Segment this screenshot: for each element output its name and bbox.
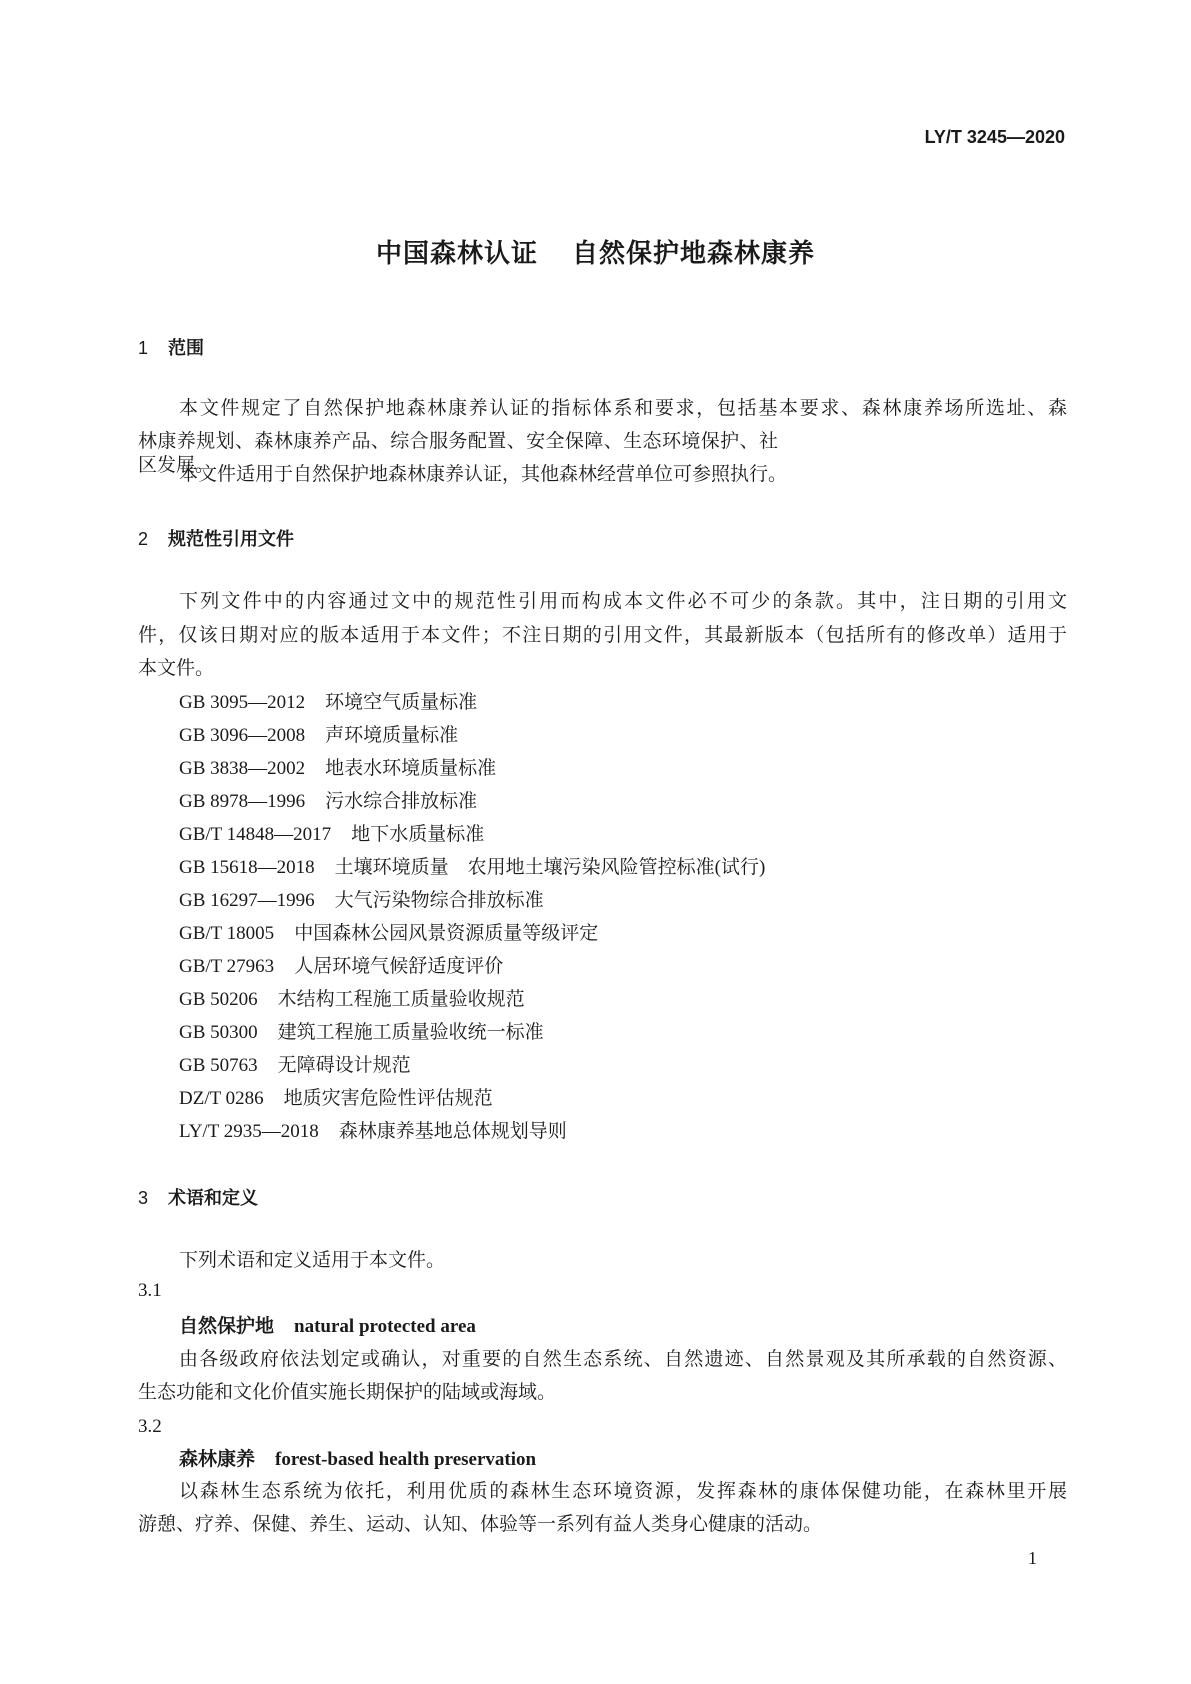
reference-code: GB 3838—2002 <box>179 758 306 779</box>
reference-code: GB 50300 <box>179 1022 258 1043</box>
reference-title: 无障碍设计规范 <box>277 1055 411 1076</box>
standard-number: LY/T 3245—2020 <box>924 127 1065 147</box>
reference-code: GB/T 14848—2017 <box>179 824 332 845</box>
reference-item <box>179 1120 1067 1144</box>
reference-title: 地质灾害危险性评估规范 <box>283 1088 493 1109</box>
s1-line: 林康养规划、森林康养产品、综合服务配置、安全保障、生态环境保护、社区发展。 <box>138 431 778 476</box>
section-1-heading: 1 范围 <box>138 338 204 358</box>
s3-intro: 下列术语和定义适用于本文件。 <box>179 1250 446 1271</box>
term-definition-line: 由各级政府依法划定或确认，对重要的自然生态系统、自然遗迹、自然景观及其所承载的自然资源、 <box>179 1349 1067 1370</box>
reference-code: GB 3095—2012 <box>179 692 306 713</box>
reference-code: DZ/T 0286 <box>179 1088 264 1109</box>
title-part1: 中国森林认证 <box>375 238 538 268</box>
term-title: 森林康养 forest-based health preservation <box>179 1449 537 1470</box>
section-3-heading: 3 术语和定义 <box>138 1188 258 1208</box>
s2-line: 件，仅该日期对应的版本适用于本文件；不注日期的引用文件，其最新版本（包括所有的修改单）适用于 <box>138 625 1067 646</box>
reference-title: 地表水环境质量标准 <box>325 758 497 779</box>
reference-item <box>179 823 1067 847</box>
reference-code: LY/T 2935—2018 <box>179 1121 319 1142</box>
s1-line: 本文件适用于自然保护地森林康养认证，其他森林经营单位可参照执行。 <box>179 464 788 485</box>
reference-code: GB 50206 <box>179 989 258 1010</box>
term-definition-line: 游憩、疗养、保健、养生、运动、认知、体验等一系列有益人类身心健康的活动。 <box>138 1514 823 1535</box>
reference-title: 森林康养基地总体规划导则 <box>338 1121 567 1142</box>
reference-title: 中国森林公园风景资源质量等级评定 <box>294 923 599 944</box>
s2-line: 下列文件中的内容通过文中的规范性引用而构成本文件必不可少的条款。其中，注日期的引用文 <box>179 591 1067 612</box>
reference-title: 建筑工程施工质量验收统一标准 <box>277 1022 544 1043</box>
term-title: 自然保护地 natural protected area <box>179 1316 476 1337</box>
reference-item <box>179 790 1067 814</box>
s1-line: 本文件规定了自然保护地森林康养认证的指标体系和要求，包括基本要求、森林康养场所选址、森 <box>179 398 1067 419</box>
reference-item <box>179 757 1067 781</box>
reference-code: GB/T 27963 <box>179 956 275 977</box>
reference-item <box>179 691 1067 715</box>
reference-title: 人居环境气候舒适度评价 <box>294 956 504 977</box>
reference-item <box>179 1021 1067 1045</box>
reference-title: 地下水质量标准 <box>351 824 485 845</box>
reference-item <box>179 988 1067 1012</box>
reference-item <box>179 1054 1067 1078</box>
reference-code: GB/T 18005 <box>179 923 275 944</box>
reference-code: GB 15618—2018 <box>179 857 315 878</box>
term-definition-line: 生态功能和文化价值实施长期保护的陆域或海域。 <box>138 1382 557 1403</box>
reference-item <box>179 889 1067 913</box>
term-definition-line: 以森林生态系统为依托，利用优质的森林生态环境资源，发挥森林的康体保健功能，在森林里开展 <box>179 1481 1067 1502</box>
reference-item <box>179 955 1067 979</box>
s2-line: 本文件。 <box>138 658 215 679</box>
section-2-heading: 2 规范性引用文件 <box>138 529 294 549</box>
reference-title: 声环境质量标准 <box>325 725 459 746</box>
reference-item <box>179 724 1067 748</box>
reference-code: GB 3096—2008 <box>179 725 306 746</box>
title-part2: 自然保护地森林康养 <box>572 238 816 268</box>
page-number: 1 <box>1028 1548 1037 1568</box>
reference-title: 环境空气质量标准 <box>325 692 478 713</box>
reference-item <box>179 922 1067 946</box>
reference-title: 大气污染物综合排放标准 <box>334 890 544 911</box>
reference-title: 土壤环境质量 农用地土壤污染风险管控标准(试行) <box>334 857 766 878</box>
term-number: 3.2 <box>138 1416 162 1437</box>
reference-item <box>179 856 1067 880</box>
document-title <box>0 233 1191 270</box>
term-number: 3.1 <box>138 1280 162 1301</box>
reference-code: GB 50763 <box>179 1055 258 1076</box>
reference-title: 木结构工程施工质量验收规范 <box>277 989 525 1010</box>
reference-code: GB 8978—1996 <box>179 791 306 812</box>
reference-item <box>179 1087 1067 1111</box>
reference-code: GB 16297—1996 <box>179 890 315 911</box>
reference-title: 污水综合排放标准 <box>325 791 478 812</box>
